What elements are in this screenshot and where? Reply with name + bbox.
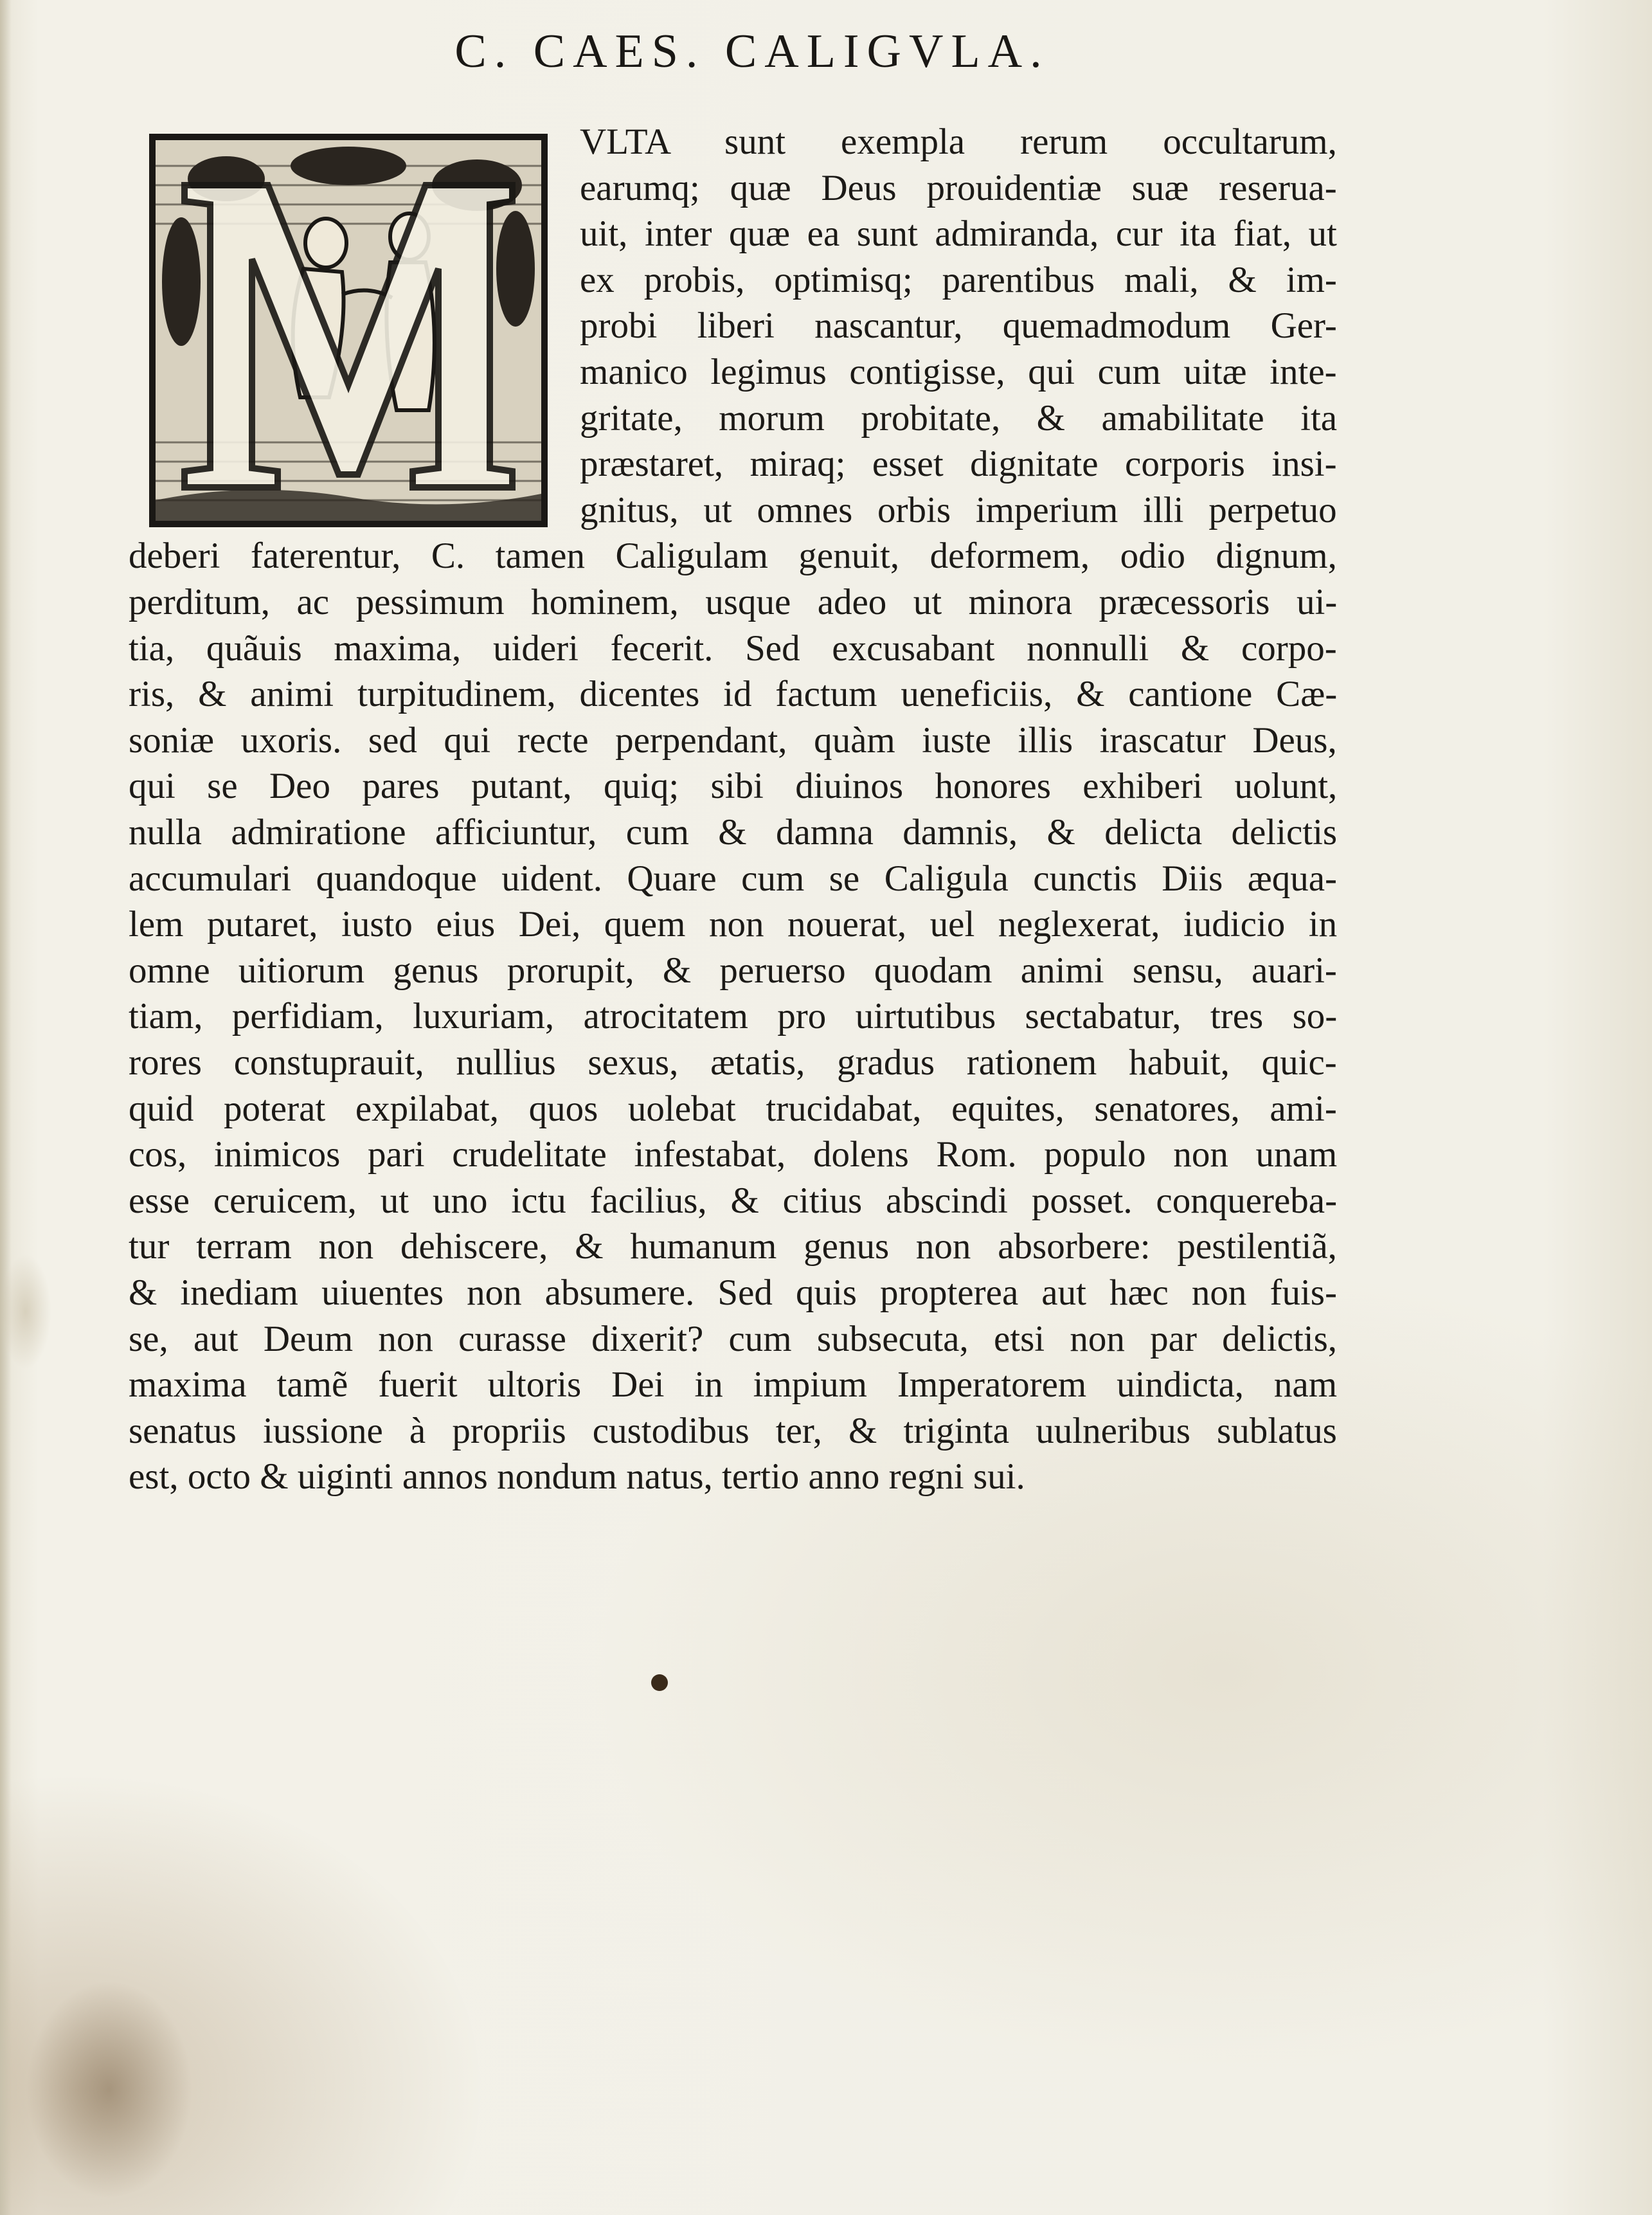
woodcut-initial: [149, 134, 548, 527]
page-edge-shadow: [0, 0, 12, 2215]
text-line: se, aut Deum non curasse dixerit? cum subsecuta, etsi non par delictis,: [129, 1318, 1338, 1359]
text-line: VLTA sunt exempla rerum occultarum,: [580, 122, 1337, 162]
text-line: manico legimus contigisse, qui cum uitæ inte-: [580, 352, 1337, 392]
text-line: ex probis, optimisq; parentibus mali, & im-: [580, 259, 1337, 300]
text-line: omne uitiorum genus prorupit, & peruerso quodam animi sensu, auari-: [129, 950, 1337, 991]
text-line: uit, inter quæ ea sunt admiranda, cur ita fiat, ut: [580, 213, 1337, 255]
text-line: perditum, ac pessimum hominem, usque adeo ut minora præcessoris ui-: [129, 582, 1338, 622]
text-line: gritate, morum probitate, & amabilitate ita: [580, 397, 1338, 438]
text-line: quid poterat expilabat, quos uolebat trucidabat, equites, senatores, ami-: [129, 1088, 1337, 1129]
text-line: tiam, perfidiam, luxuriam, atrocitatem pro uirtutibus sectabatur, tres so-: [129, 996, 1338, 1037]
text-line: cos, inimicos pari crudelitate infestabat, dolens Rom. populo non unam: [129, 1134, 1338, 1175]
text-line: lem putaret, iusto eius Dei, quem non nouerat, uel neglexerat, iudicio in: [129, 904, 1338, 945]
text-line: rores constuprauit, nullius sexus, ætatis, gradus rationem habuit, quic-: [129, 1042, 1337, 1083]
text-line: deberi faterentur, C. tamen Caligulam genuit, deformem, odio dignum,: [129, 536, 1337, 577]
text-line: ris, & animi turpitudinem, dicentes id factum ueneficiis, & cantione Cæ-: [129, 674, 1338, 715]
text-line: gnitus, ut omnes orbis imperium illi perpetuo: [580, 489, 1337, 530]
foxing-stain: [26, 1980, 193, 2199]
text-line: nulla admiratione afficiuntur, cum & damna damnis, & delicta delictis: [129, 812, 1338, 853]
text-line: est, octo & uiginti annos nondum natus, tertio anno regni sui.: [129, 1456, 1025, 1497]
text-line: & inediam uiuentes non absumere. Sed quis propterea aut hæc non fuis-: [129, 1272, 1337, 1313]
text-line: præstaret, miraq; esset dignitate corporis insi-: [580, 444, 1337, 485]
text-line: qui se Deo pares putant, quiq; sibi diuinos honores exhiberi uolunt,: [129, 766, 1338, 807]
text-line: probi liberi nascantur, quemadmodum Ger-: [580, 305, 1337, 347]
text-line: tia, quãuis maxima, uideri fecerit. Sed excusabant nonnulli & corpo-: [129, 628, 1337, 669]
text-line: tur terram non dehiscere, & humanum genus non absorbere: pestilentiã,: [129, 1226, 1337, 1267]
ink-spot: [651, 1674, 668, 1691]
text-line: soniæ uxoris. sed qui recte perpendant, quàm iuste illis irascatur Deus,: [129, 719, 1337, 761]
text-line: senatus iussione à propriis custodibus ter, & triginta uulneribus sublatus: [129, 1410, 1337, 1451]
text-line: esse ceruicem, ut uno ictu facilius, & citius abscindi posset. conquereba-: [129, 1180, 1338, 1221]
text-line: earumq; quæ Deus prouidentiæ suæ reserua-: [580, 167, 1337, 208]
woodcut-initial-m-icon: [156, 140, 541, 521]
foxing-stain: [0, 1254, 51, 1370]
running-head: C. CAES. CALIGVLA.: [454, 25, 1050, 78]
text-line: accumulari quandoque uident. Quare cum se Caligula cunctis Diis æqua-: [129, 858, 1338, 899]
text-line: maxima tamẽ fuerit ultoris Dei in impium Imperatorem uindicta, nam: [129, 1364, 1338, 1406]
